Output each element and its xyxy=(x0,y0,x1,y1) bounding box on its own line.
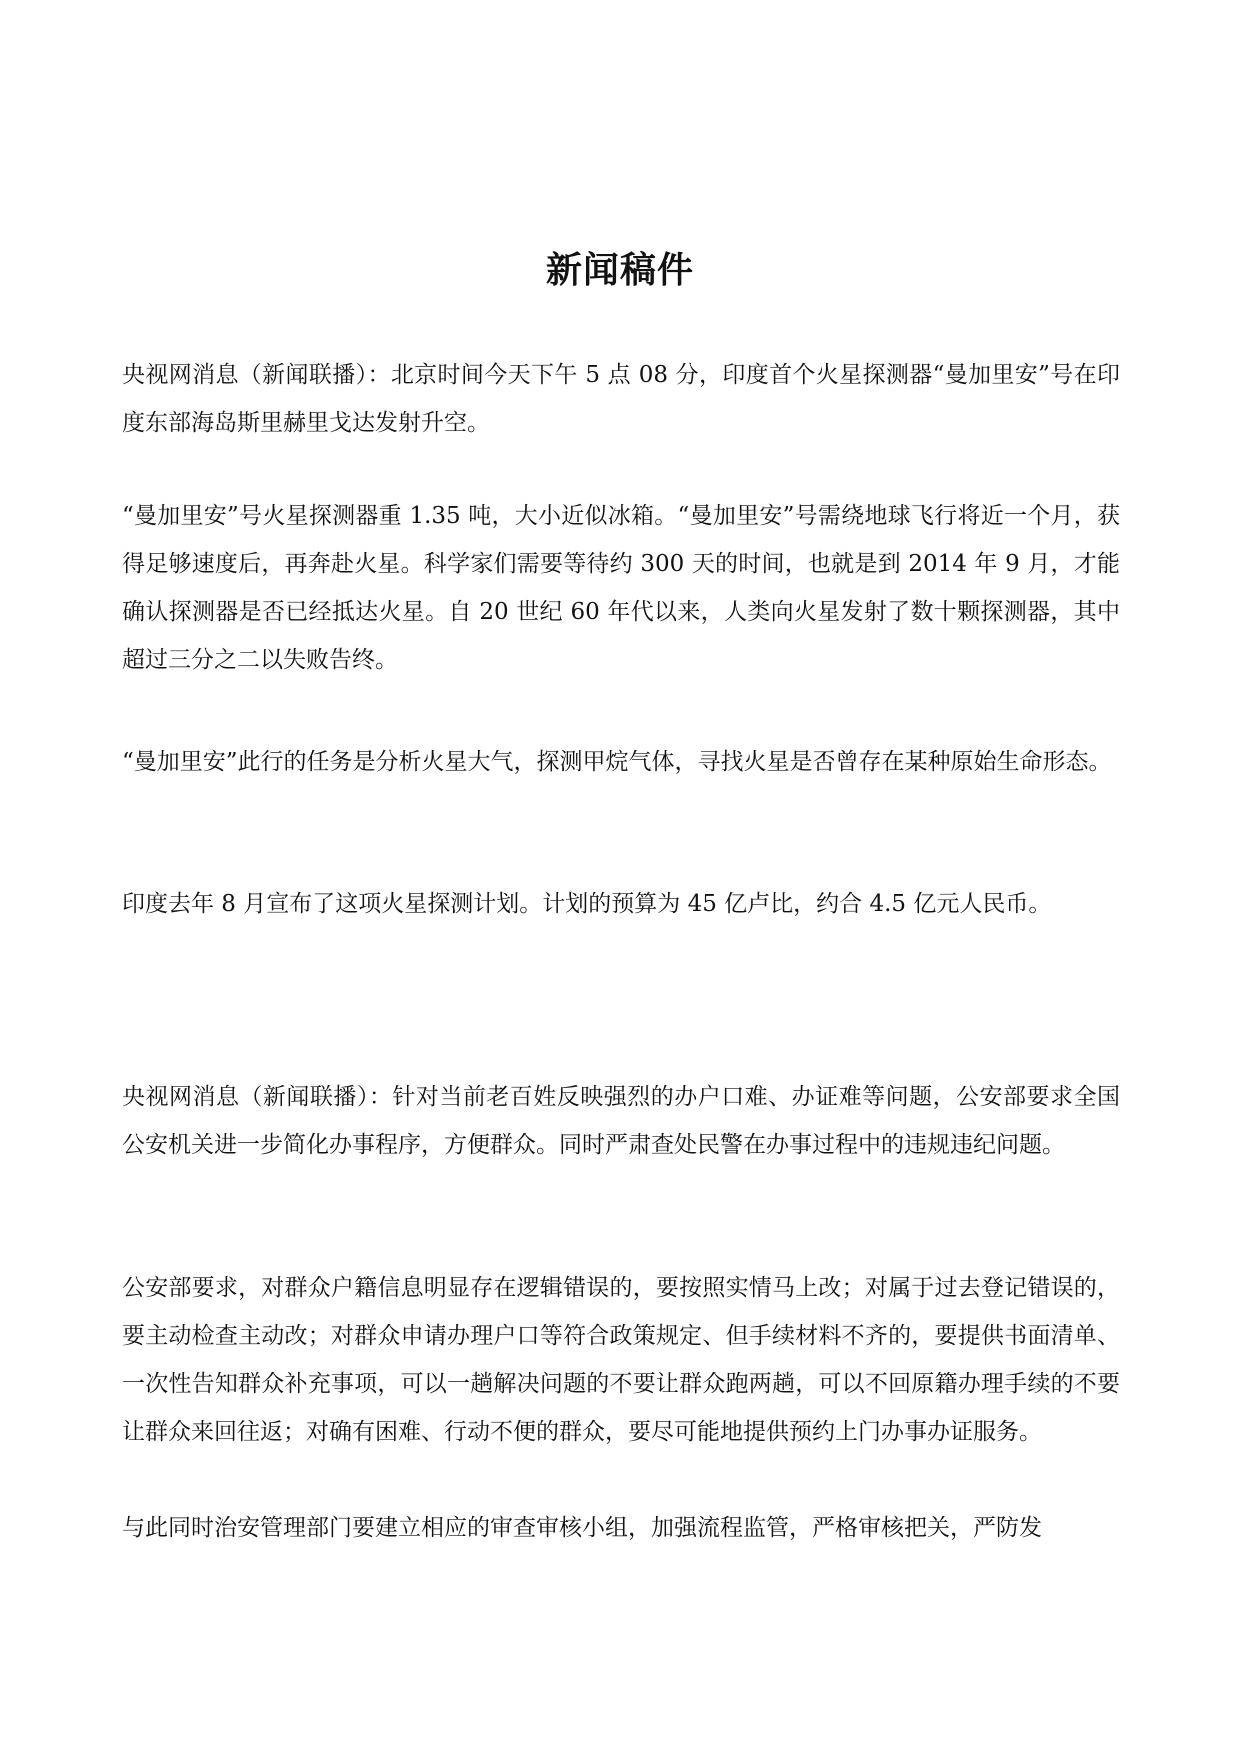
paragraph-mission: “曼加里安”此行的任务是分析火星大气，探测甲烷气体，寻找火星是否曾存在某种原始生命形态。 xyxy=(122,749,1112,775)
paragraph-public-security-news: 央视网消息（新闻联播）：针对当前老百姓反映强烈的办户口难、办证难等问题，公安部要求全国公安机关进一步简化办事程序，方便群众。同时严肃查处民警在办事过程中的违规违纪问题。 xyxy=(122,1084,1120,1158)
paragraph-probe-details: “曼加里安”号火星探测器重 1.35 吨，大小近似冰箱。“曼加里安”号需绕地球飞行将近一个月，获得足够速度后，再奔赴火星。科学家们需要等待约 300 天的时间，也就是到 2014 年 9 月，才能确认探测器是否已经抵达火星。自 20 世纪 60 年代以来，人类向火星发射了数十颗探测器，其中超过三分之二以失败告终。 xyxy=(122,503,1120,673)
paragraph-budget: 印度去年 8 月宣布了这项火星探测计划。计划的预算为 45 亿卢比，约合 4.5 亿元人民币。 xyxy=(122,891,1052,917)
paragraph-supervision: 与此同时治安管理部门要建立相应的审查审核小组，加强流程监管，严格审核把关，严防发 xyxy=(122,1515,1042,1541)
paragraph-requirements: 公安部要求，对群众户籍信息明显存在逻辑错误的，要按照实情马上改；对属于过去登记错误的，要主动检查主动改；对群众申请办理户口等符合政策规定、但手续材料不齐的，要提供书面清单、一次性告知群众补充事项，可以一趟解决问题的不要让群众跑两趟，可以不回原籍办理手续的不要让群众来回往返；对确有困难、行动不便的群众，要尽可能地提供预约上门办事办证服务。 xyxy=(122,1275,1120,1445)
paragraph-mars-launch: 央视网消息（新闻联播）：北京时间今天下午 5 点 08 分，印度首个火星探测器“曼加里安”号在印度东部海岛斯里赫里戈达发射升空。 xyxy=(122,362,1120,436)
document-title: 新闻稿件 xyxy=(545,249,694,292)
